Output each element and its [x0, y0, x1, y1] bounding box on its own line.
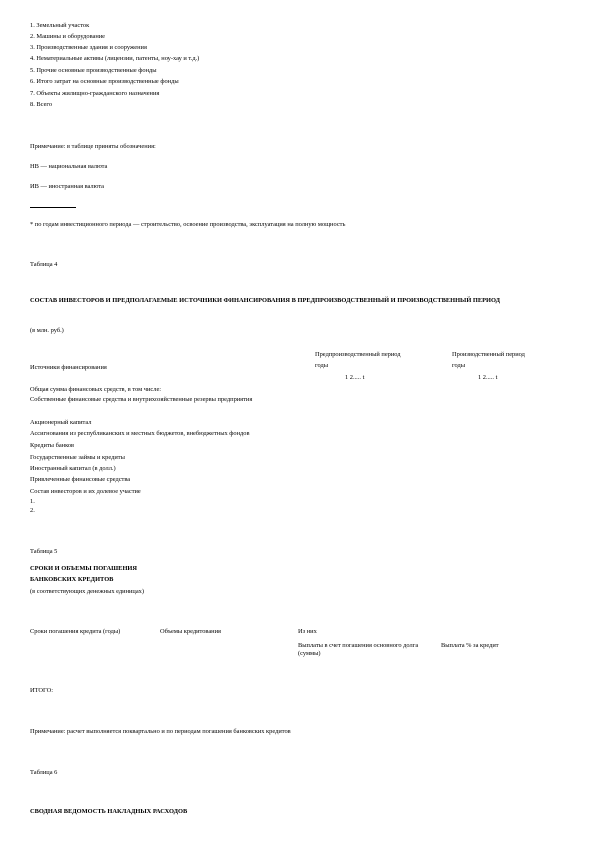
list-item: 2. Машины и оборудование [30, 33, 106, 40]
table5-title-line2: БАНКОВСКИХ КРЕДИТОВ [30, 576, 114, 583]
table-row: Кредиты банков [30, 442, 75, 449]
investor-row: 2. [30, 507, 35, 514]
table-row: Общая сумма финансовых средств, в том числе: [30, 386, 162, 393]
table5-title-line1: СРОКИ И ОБЪЕМЫ ПОГАШЕНИЯ [30, 565, 137, 572]
table4-col-prod-years: 1 2..... t [478, 374, 498, 381]
table4-col-prod: Производственный период [452, 351, 525, 358]
table4-col-preprod-years-label: годы [315, 362, 329, 369]
list-item: 5. Прочие основные производственные фонды [30, 67, 157, 74]
table5-col-volume: Объемы кредитования [160, 628, 221, 635]
investor-row: 1. [30, 498, 35, 505]
list-item: 3. Производственные здания и сооружения [30, 44, 147, 51]
table4-col-preprod: Предпроизводственный период [315, 351, 401, 358]
table5-col-term: Сроки погашения кредита (годы) [30, 628, 121, 635]
list-item: 8. Всего [30, 101, 53, 108]
list-item: 6. Итого затрат на основные производственные фонды [30, 78, 179, 85]
table4-unit: (в млн. руб.) [30, 327, 64, 334]
footnote: * по годам инвестиционного периода — строительство, освоение производства, эксплуатация на полную мощность [30, 221, 346, 228]
table4-col-preprod-years: 1 2..... t [345, 374, 365, 381]
table4-title: СОСТАВ ИНВЕСТОРОВ И ПРЕДПОЛАГАЕМЫЕ ИСТОЧНИКИ ФИНАНСИРОВАНИЯ В ПРЕДПРОИЗВОДСТВЕННЫЙ И ПРОИЗВОДСТВЕННЫЙ ПЕРИОД [30, 297, 501, 304]
table4-col-prod-years-label: годы [452, 362, 466, 369]
table-row: Ассигнования из республиканских и местных бюджетов, внебюджетных фондов [30, 430, 250, 437]
table5-col-principal: Выплаты в счет погашения основного долга (суммы) [298, 642, 419, 657]
table-row: Иностранный капитал (в долл.) [30, 465, 116, 472]
table6-label: Таблица 6 [30, 769, 58, 776]
list-item: 7. Объекты жилищно-гражданского назначения [30, 90, 160, 97]
table-row: Государственные займы и кредиты [30, 454, 125, 461]
table5-col-interest: Выплата % за кредит [441, 642, 499, 649]
table5-col-of-which: Из них [298, 628, 317, 635]
list-item: 1. Земельный участок [30, 22, 90, 29]
table5-total: ИТОГО: [30, 687, 53, 694]
note-nv: НВ — национальная валюта [30, 163, 108, 170]
footnote-rule [30, 207, 76, 208]
note-title: Примечание: в таблице приняты обозначения: [30, 143, 156, 150]
list-item: 4. Нематериальные активы (лицензии, патенты, ноу-хау и т.д.) [30, 55, 200, 62]
note-iv: ИВ — иностранная валюта [30, 183, 105, 190]
table-row: Состав инвесторов и их долевое участие [30, 488, 141, 495]
table-row: Собственные финансовые средства и внутрихозяйственные резервы предприятия [30, 396, 253, 403]
table4-col-sources: Источники финансирования [30, 364, 107, 371]
table6-title: СВОДНАЯ ВЕДОМОСТЬ НАКЛАДНЫХ РАСХОДОВ [30, 808, 188, 815]
table-row: Привлеченные финансовые средства [30, 476, 131, 483]
table5-note: Примечание: расчет выполняется поквартально и по периодам погашения банковских кредитов [30, 728, 291, 735]
table4-label: Таблица 4 [30, 261, 58, 268]
table5-subtitle: (в соответствующих денежных единицах) [30, 588, 145, 595]
table5-label: Таблица 5 [30, 548, 58, 555]
table-row: Акционерный капитал [30, 419, 92, 426]
